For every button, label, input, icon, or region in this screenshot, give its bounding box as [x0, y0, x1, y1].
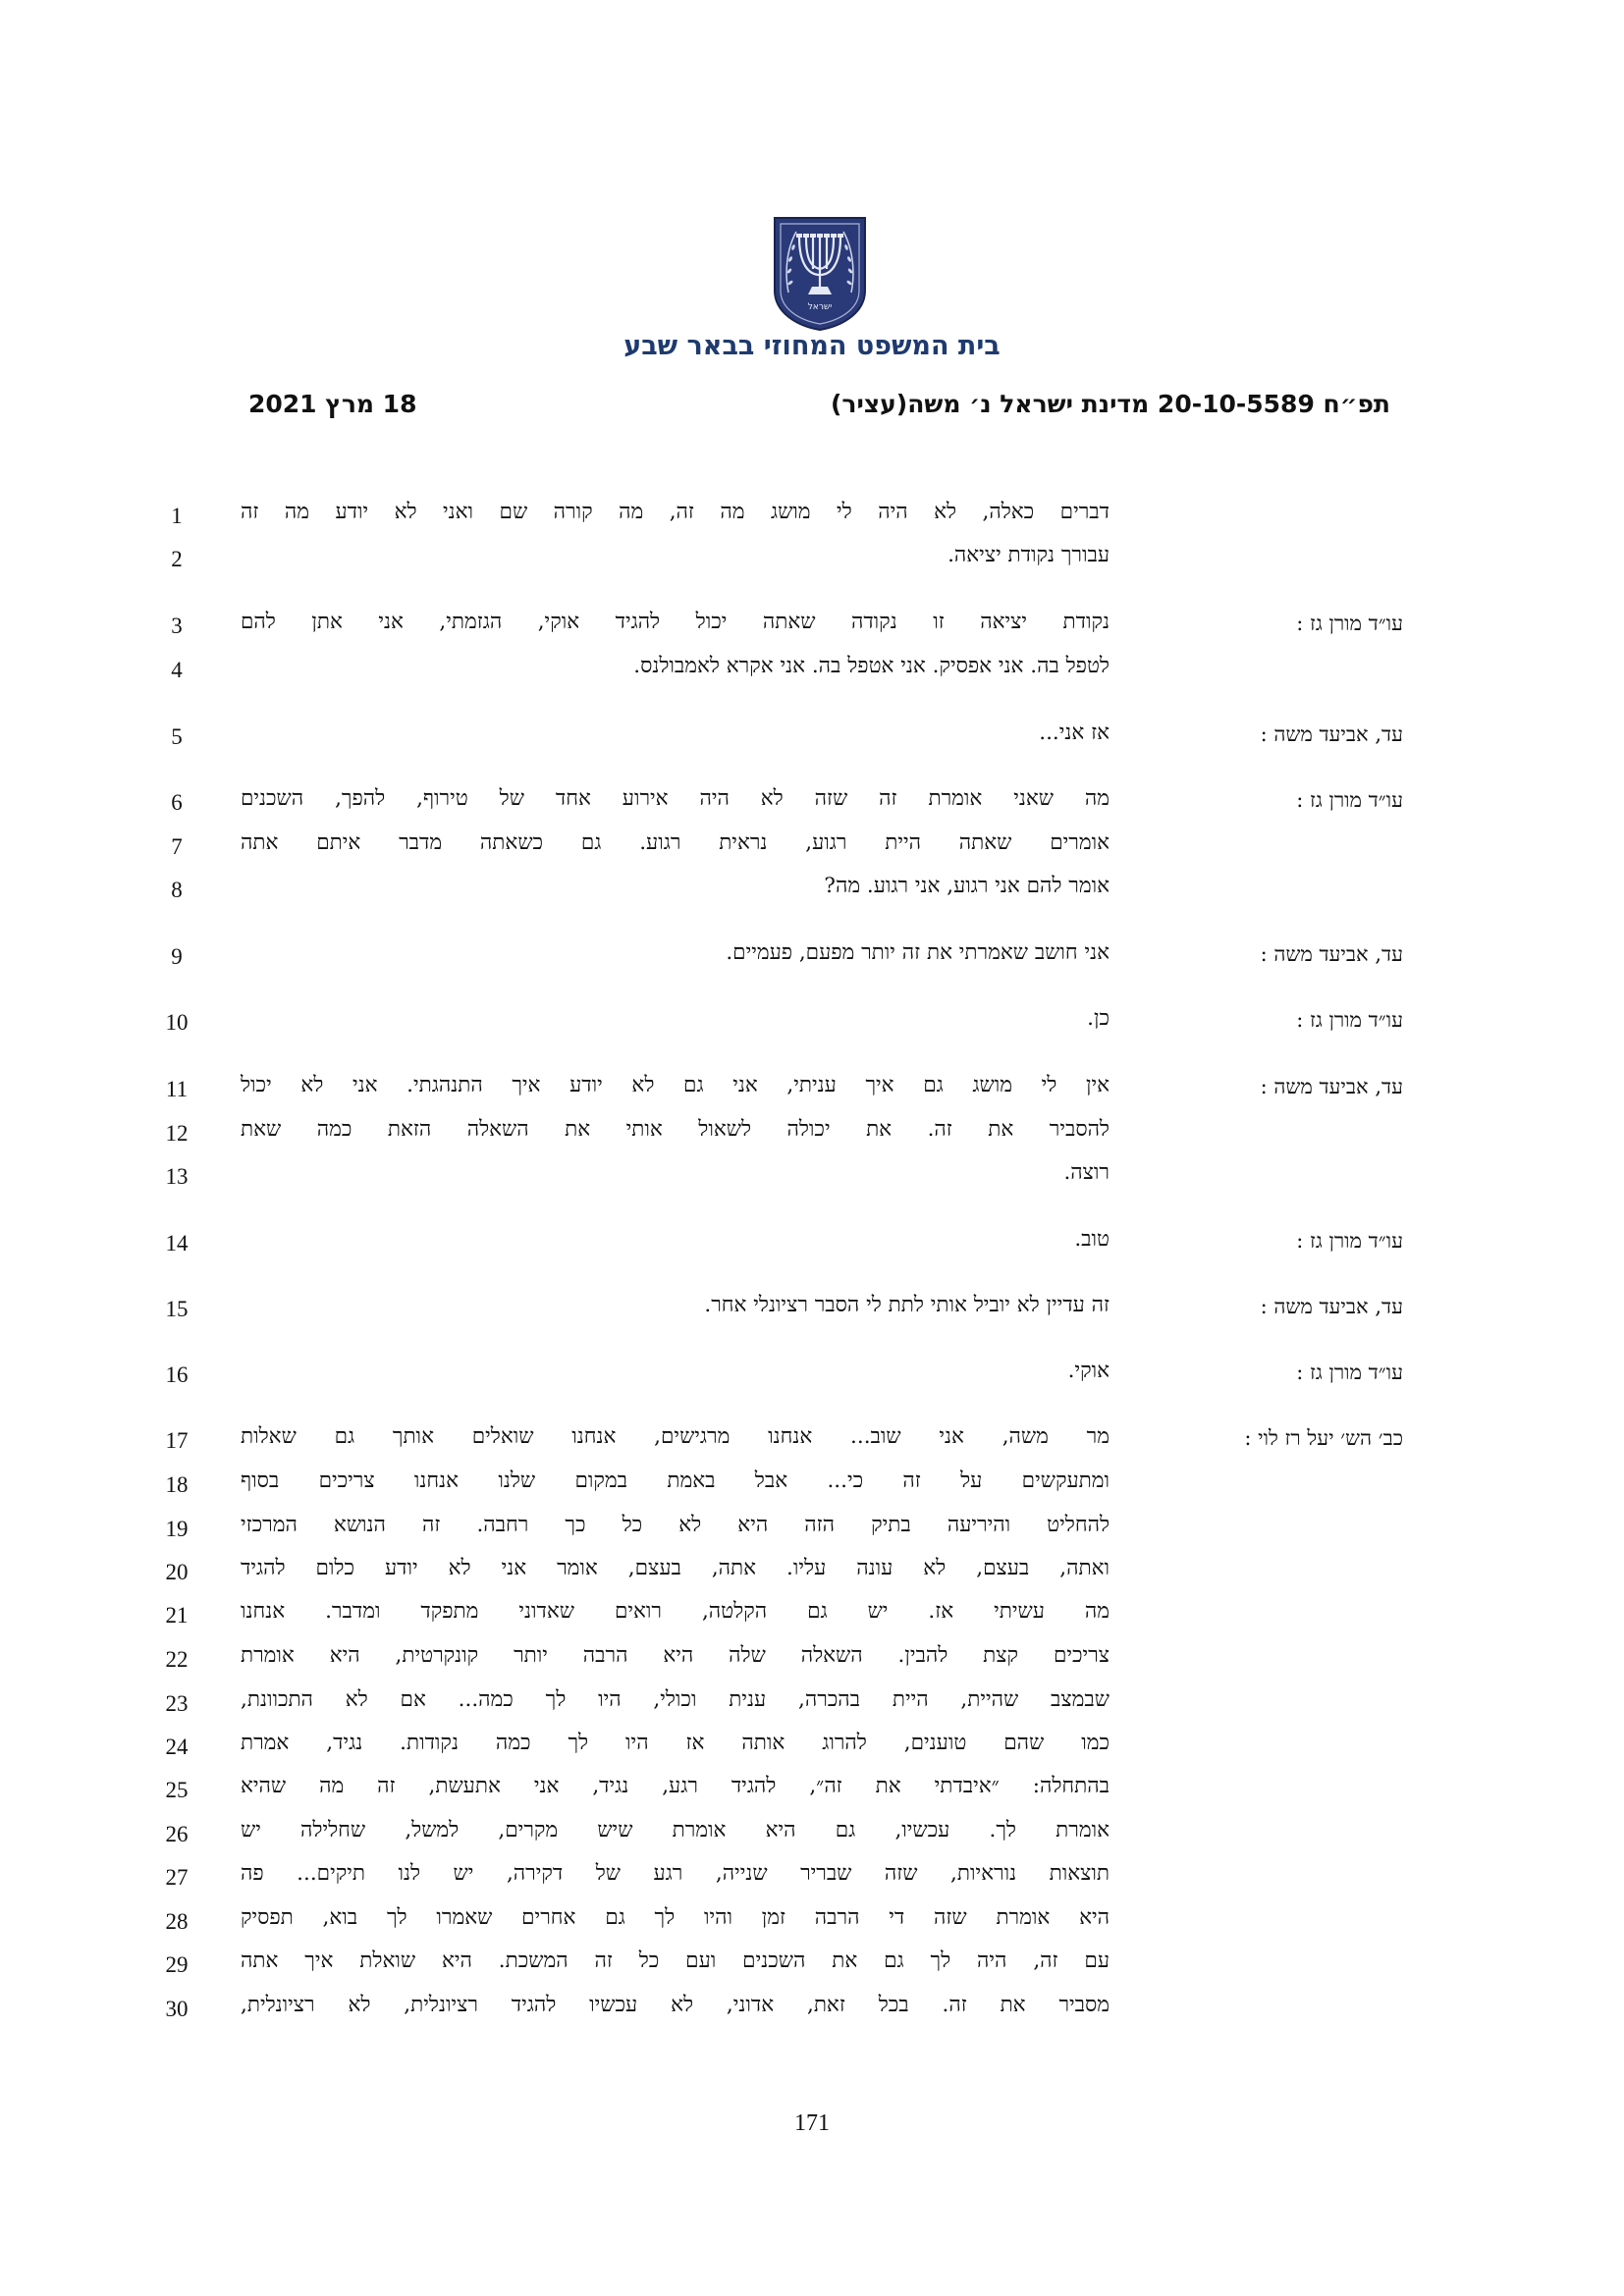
- speaker-label: עד, אביעד משה :: [1260, 942, 1403, 966]
- transcript-line: [0, 717, 1624, 760]
- line-number: 9: [171, 944, 183, 969]
- transcript-line: [0, 1156, 1624, 1200]
- line-number: 25: [165, 1778, 189, 1802]
- transcript-line: [0, 606, 1624, 649]
- speaker-label: עו״ד מורן גז :: [1296, 788, 1403, 812]
- line-text: רוצה.: [1063, 1160, 1110, 1185]
- line-text: זה עדיין לא יוביל אותי לתת לי הסבר רציונלי אחר.: [704, 1293, 1110, 1317]
- line-number: 26: [165, 1822, 189, 1846]
- line-number: 3: [171, 614, 183, 638]
- line-text: היא אומרת שזה די הרבה זמן והיו לך גם אחרים שאמרו לך בוא, תפסיק: [241, 1905, 1110, 1930]
- transcript-line: [0, 1113, 1624, 1156]
- transcript-line: [0, 1945, 1624, 1988]
- transcript-line: [0, 827, 1624, 870]
- transcript-line: [0, 870, 1624, 913]
- line-text: אין לי מושג גם איך עניתי, אני גם לא יודע איך התנהגתי. אני לא יכול: [241, 1073, 1110, 1097]
- line-number: 4: [171, 658, 183, 682]
- transcript-line: [0, 1770, 1624, 1813]
- transcript-line: [0, 496, 1624, 539]
- line-text: צריכים קצת להבין. השאלה שלה היא הרבה יותר קונקרטית, היא אומרת: [241, 1643, 1110, 1668]
- line-text: להחליט והיריעה בתיק הזה היא לא כל כך רחבה. זה הנושא המרכזי: [241, 1513, 1110, 1537]
- line-number: 29: [165, 1952, 189, 1977]
- transcript-line: [0, 1727, 1624, 1770]
- transcript-line: [0, 936, 1624, 980]
- transcript-line: [0, 1465, 1624, 1508]
- case-title: תפ״ח 20-10-5589 מדינת ישראל נ׳ משה(עציר): [830, 390, 1390, 418]
- line-text: לטפל בה. אני אפסיק. אני אטפל בה. אני אקרא לאמבולנס.: [633, 654, 1110, 678]
- line-text: ואתה, בעצם, לא עונה עליו. אתה, בעצם, אומר אני לא יודע כלום להגיד: [241, 1556, 1110, 1580]
- line-number: 20: [165, 1560, 189, 1584]
- line-text: אומרים שאתה היית רגוע, נראית רגוע. גם כשאתה מדבר איתם אתה: [241, 830, 1110, 855]
- line-text: טוב.: [1074, 1227, 1110, 1252]
- line-number: 22: [165, 1647, 189, 1672]
- line-text: עם זה, היה לך גם את השכנים ועם כל זה המשכת. היא שואלת איך אתה: [241, 1949, 1110, 1973]
- line-number: 8: [171, 878, 183, 902]
- line-text: כן.: [1087, 1006, 1110, 1031]
- transcript-line: [0, 1683, 1624, 1727]
- line-number: 27: [165, 1865, 189, 1890]
- line-number: 16: [165, 1362, 189, 1387]
- line-number: 1: [171, 504, 183, 528]
- transcript-line: [0, 650, 1624, 693]
- line-number: 13: [165, 1164, 189, 1189]
- line-number: 7: [171, 834, 183, 859]
- speaker-label: עד, אביעד משה :: [1260, 722, 1403, 746]
- line-number: 19: [165, 1517, 189, 1541]
- speaker-label: עו״ד מורן גז :: [1296, 1361, 1403, 1384]
- state-emblem-icon: [771, 214, 869, 332]
- line-text: אומר להם אני רגוע, אני רגוע. מה?: [824, 874, 1110, 898]
- page-number: 171: [794, 2110, 830, 2136]
- transcript-line: [0, 539, 1624, 582]
- transcript-line: [0, 1639, 1624, 1682]
- line-text: בהתחלה: ״איבדתי את זה״, להגיד רגע, נגיד, אני אתעשת, זה מה שהיא: [241, 1774, 1110, 1798]
- line-text: אני חושב שאמרתי את זה יותר מפעם, פעמיים.: [726, 940, 1110, 965]
- transcript-line: [0, 1552, 1624, 1595]
- emblem-caption: ישראל: [807, 302, 833, 312]
- line-text: אומרת לך. עכשיו, גם היא אומרת שיש מקרים, למשל, שחלילה יש: [241, 1818, 1110, 1842]
- transcript-line: [0, 1069, 1624, 1112]
- line-text: מה עשיתי אז. יש גם הקלטה, רואים שאדוני מתפקד ומדבר. אנחנו: [241, 1599, 1110, 1624]
- line-text: אוקי.: [1067, 1359, 1110, 1383]
- speaker-label: עד, אביעד משה :: [1260, 1295, 1403, 1318]
- line-number: 12: [165, 1121, 189, 1146]
- transcript-line: [0, 1595, 1624, 1638]
- case-date: 18 מרץ 2021: [248, 390, 417, 418]
- line-text: כמו שהם טוענים, להרוג אותה אז היו לך כמה נקודות. נגיד, אמרת: [241, 1731, 1110, 1755]
- line-number: 10: [165, 1010, 189, 1035]
- line-text: אז אני...: [1039, 721, 1110, 745]
- transcript-line: [0, 782, 1624, 826]
- line-text: מה שאני אומרת זה שזה לא היה אירוע אחד של טירוף, להפך, השכנים: [241, 786, 1110, 811]
- line-text: מר משה, אני שוב... אנחנו מרגישים, אנחנו שואלים אותך גם שאלות: [241, 1424, 1110, 1449]
- court-name: בית המשפט המחוזי בבאר שבע: [623, 331, 1001, 361]
- line-number: 2: [171, 547, 183, 571]
- line-number: 21: [165, 1603, 189, 1628]
- transcript-line: [0, 1857, 1624, 1900]
- line-number: 6: [171, 790, 183, 815]
- line-text: דברים כאלה, לא היה לי מושג מה זה, מה קורה שם ואני לא יודע מה זה: [241, 500, 1110, 524]
- line-number: 24: [165, 1735, 189, 1759]
- line-text: להסביר את זה. את יכולה לשאול אותי את השאלה הזאת כמה שאת: [241, 1117, 1110, 1142]
- transcript-line: [0, 1420, 1624, 1464]
- transcript-line: [0, 1814, 1624, 1857]
- speaker-label: עו״ד מורן גז :: [1296, 1229, 1403, 1253]
- line-text: ומתעקשים על זה כי... אבל באמת במקום שלנו אנחנו צריכים בסוף: [241, 1468, 1110, 1493]
- speaker-label: עד, אביעד משה :: [1260, 1075, 1403, 1098]
- line-number: 30: [165, 1997, 189, 2021]
- line-number: 18: [165, 1472, 189, 1497]
- line-text: תוצאות נוראיות, שזה שבריר שנייה, רגע של דקירה, יש לנו תיקים... פה: [241, 1861, 1110, 1886]
- line-number: 15: [165, 1297, 189, 1321]
- line-number: 23: [165, 1691, 189, 1716]
- transcript-line: [0, 1289, 1624, 1332]
- transcript-line: [0, 1355, 1624, 1398]
- transcript-line: [0, 1901, 1624, 1945]
- transcript-line: [0, 1223, 1624, 1266]
- line-number: 17: [165, 1428, 189, 1453]
- line-number: 11: [165, 1077, 189, 1101]
- line-number: 14: [165, 1231, 189, 1255]
- line-number: 5: [171, 724, 183, 749]
- transcript-line: [0, 1989, 1624, 2032]
- line-text: מסביר את זה. בכל זאת, אדוני, לא עכשיו להגיד רציונלית, לא רציונלית,: [241, 1993, 1110, 2017]
- speaker-label: כב׳ הש׳ יעל רז לוי :: [1244, 1426, 1403, 1450]
- transcript-line: [0, 1509, 1624, 1552]
- transcript-line: [0, 1002, 1624, 1045]
- line-text: עבורך נקודת יציאה.: [947, 543, 1110, 567]
- line-number: 28: [165, 1909, 189, 1934]
- speaker-label: עו״ד מורן גז :: [1296, 1008, 1403, 1032]
- line-text: שבמצב שהיית, היית בהכרה, ענית וכולי, היו לך כמה... אם לא התכוונת,: [241, 1687, 1110, 1712]
- speaker-label: עו״ד מורן גז :: [1296, 612, 1403, 635]
- line-text: נקודת יציאה זו נקודה שאתה יכול להגיד אוקי, הגזמתי, אני אתן להם: [241, 610, 1110, 634]
